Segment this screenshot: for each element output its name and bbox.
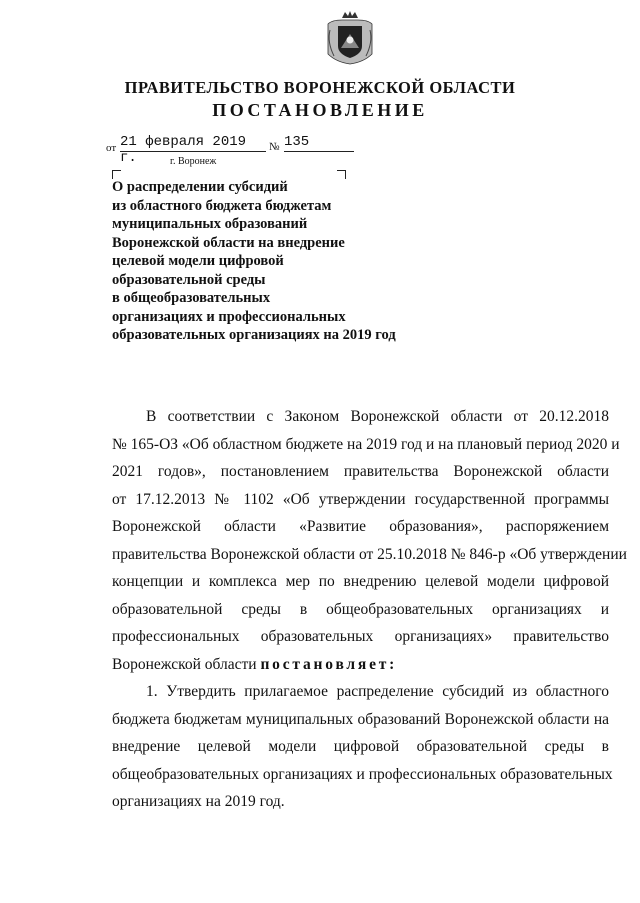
subject-line: из областного бюджета бюджетам — [112, 197, 332, 214]
date-prefix: от — [106, 142, 117, 154]
document-date: 21 февраля 2019 г. — [120, 134, 266, 152]
body-line-resolution — [112, 651, 609, 679]
body-line: правительства Воронежской области от 25.10.2018 № 846-р «Об утверждении — [112, 545, 627, 563]
document-subject — [112, 178, 432, 345]
subject-line: целевой модели цифровой — [112, 253, 284, 269]
body-line: концепции и комплекса мер по внедрению целевой модели цифровой — [112, 573, 609, 590]
document-type-title: ПОСТАНОВЛЕНИЕ — [212, 100, 428, 120]
body-line: В соответствии с Законом Воронежской области от 20.12.2018 — [146, 408, 609, 425]
body-line: 2021 годов», постановлением правительства Воронежской области — [112, 463, 609, 480]
body-line: профессиональных образовательных организациях» правительство — [112, 628, 609, 645]
subject-line: образовательных организациях на 2019 год — [112, 327, 396, 343]
body-line: образовательной среды в общеобразовательных организациях и — [112, 600, 609, 618]
coat-of-arms-emblem — [324, 10, 376, 66]
document-body — [112, 403, 627, 816]
body-line: 1. Утвердить прилагаемое распределение субсидий из областного — [146, 683, 609, 700]
body-line: организациях на 2019 год. — [112, 793, 285, 810]
body-line: внедрение целевой модели цифровой образовательной среды в — [112, 738, 609, 755]
document-number: 135 — [284, 134, 354, 152]
body-line-text: Воронежской области — [112, 655, 257, 673]
subject-line: муниципальных образований — [112, 216, 308, 232]
government-title: ПРАВИТЕЛЬСТВО ВОРОНЕЖСКОЙ ОБЛАСТИ — [124, 78, 516, 97]
body-line: Воронежской области «Развитие образования», распоряжением — [112, 518, 609, 535]
city-label: г. Воронеж — [170, 156, 217, 167]
body-line: от 17.12.2013 № 1102 «Об утверждении государственной программы — [112, 490, 609, 508]
subject-line: Воронежской области на внедрение — [112, 234, 345, 251]
subject-line: организациях и профессиональных — [112, 308, 346, 325]
resolves-word: постановляет: — [260, 655, 398, 673]
number-label: № — [269, 141, 280, 153]
subject-line: в общеобразовательных — [112, 290, 271, 306]
body-line: № 165-ОЗ «Об областном бюджете на 2019 год и на плановый период 2020 и — [112, 435, 620, 453]
body-line: бюджета бюджетам муниципальных образований Воронежской области на — [112, 710, 609, 728]
subject-line: образовательной среды — [112, 271, 266, 288]
body-line: общеобразовательных организациях и профессиональных образовательных — [112, 765, 613, 783]
subject-line: О распределении субсидий — [112, 179, 288, 195]
